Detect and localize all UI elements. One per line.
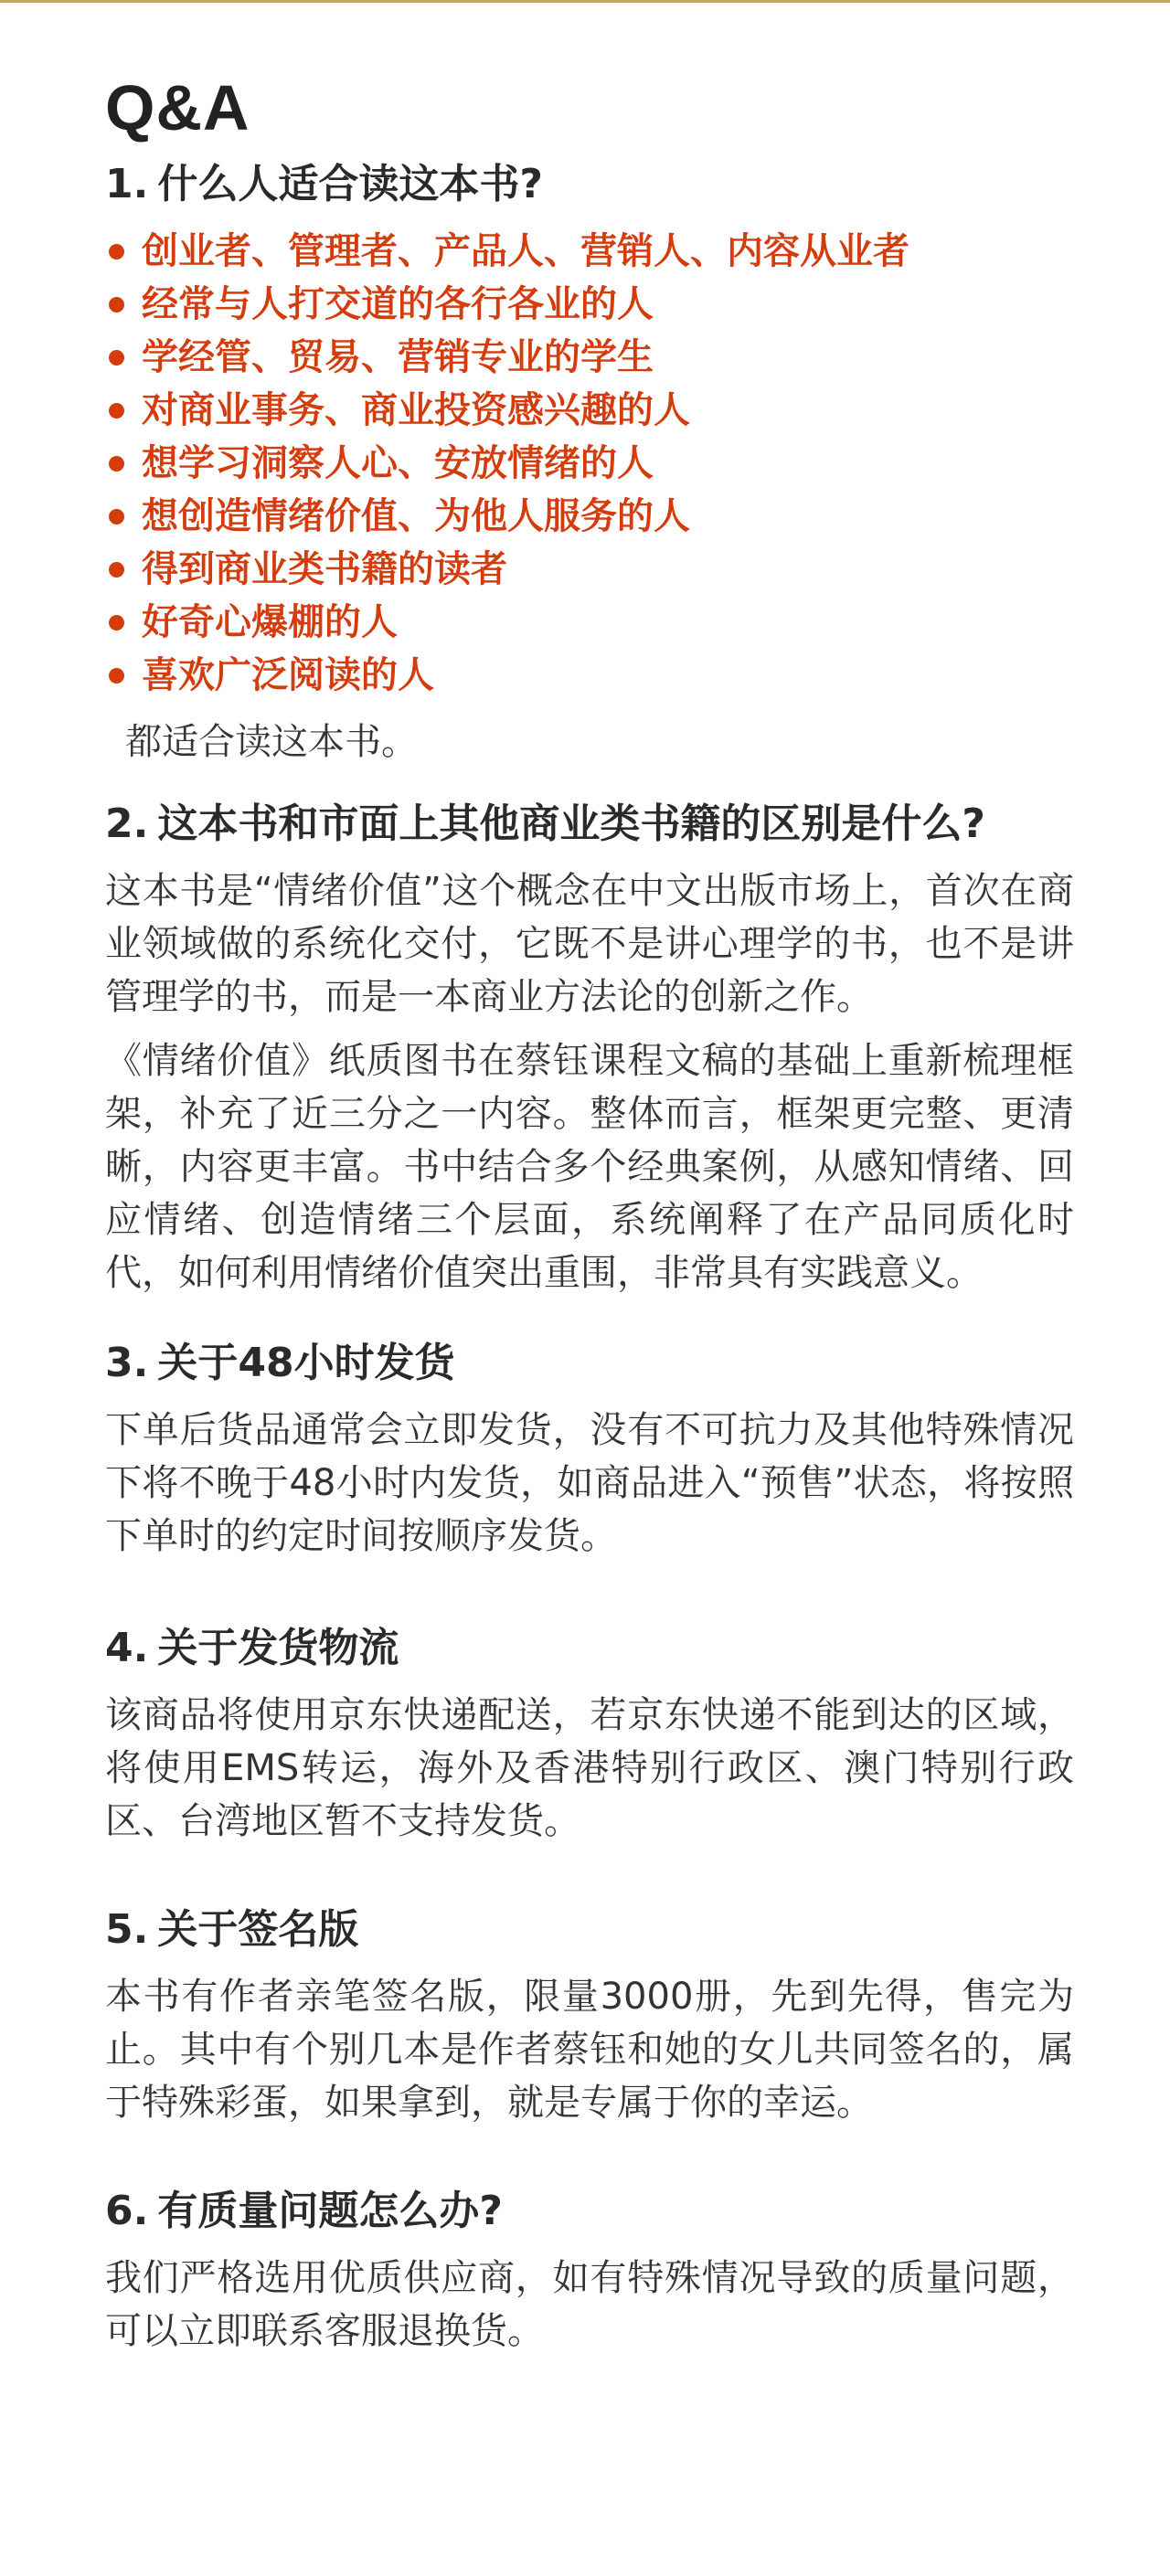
question-heading (105, 157, 1074, 212)
question-heading (105, 2184, 1074, 2239)
answer-paragraph: 下单后货品通常会立即发货，没有不可抗力及其他特殊情况下将不晚于48小时内发货，如商品进入“预售”状态，将按照下单时的约定时间按顺序发货。 (105, 1409, 1074, 1557)
bullet-dot-icon (109, 668, 124, 684)
answer-paragraph: 本书有作者亲笔签名版，限量3000册，先到先得，售完为止。其中有个别几本是作者蔡钰和她的女儿共同签名的，属于特殊彩蛋，如果拿到，就是专属于你的幸运。 (105, 1976, 1074, 2124)
answer-paragraph: 这本书是“情绪价值”这个概念在中文出版市场上，首次在商业领域做的系统化交付，它既不是讲心理学的书，也不是讲管理学的书，而是一本商业方法论的创新之作。 (105, 870, 1074, 1018)
list-item: 创业者、管理者、产品人、营销人、内容从业者 (105, 225, 1074, 278)
question-text: 关于签名版 (157, 1906, 359, 1953)
qa-section-1 (105, 157, 1074, 769)
qa-section-2 (105, 797, 1074, 1299)
question-text: 有质量问题怎么办? (157, 2188, 503, 2234)
qa-section-6 (105, 2184, 1074, 2358)
question-text: 什么人适合读这本书? (157, 161, 543, 207)
question-number: 6. (105, 2188, 149, 2234)
bullet-dot-icon (109, 297, 124, 313)
question-number: 5. (105, 1906, 149, 1953)
answer-paragraph: 《情绪价值》纸质图书在蔡钰课程文稿的基础上重新梳理框架，补充了近三分之一内容。整体而言，框架更完整、更清晰，内容更丰富。书中结合多个经典案例，从感知情绪、回应情绪、创造情绪三个层面，系统阐释了在产品同质化时代，如何利用情绪价值突出重围，非常具有实践意义。 (105, 1040, 1074, 1294)
answer-paragraph: 该商品将使用京东快递配送，若京东快递不能到达的区域，将使用EMS转运，海外及香港特别行政区、澳门特别行政区、台湾地区暂不支持发货。 (105, 1694, 1074, 1842)
bullet-dot-icon (109, 615, 124, 631)
page-title: Q&A (105, 72, 250, 143)
question-text: 这本书和市面上其他商业类书籍的区别是什么? (157, 800, 985, 847)
question-number: 4. (105, 1625, 149, 1671)
question-heading (105, 1903, 1074, 1957)
question-heading (105, 1621, 1074, 1676)
qa-section-3 (105, 1336, 1074, 1563)
list-item: 喜欢广泛阅读的人 (105, 649, 1074, 702)
bullet-dot-icon (109, 509, 124, 525)
list-item: 经常与人打交道的各行各业的人 (105, 278, 1074, 331)
bullet-dot-icon (109, 244, 124, 260)
question-number: 3. (105, 1340, 149, 1386)
audience-summary: 都适合读这本书。 (125, 721, 418, 763)
question-number: 1. (105, 161, 149, 207)
list-item: 对商业事务、商业投资感兴趣的人 (105, 384, 1074, 437)
list-item: 想学习洞察人心、安放情绪的人 (105, 437, 1074, 490)
bullet-dot-icon (109, 350, 124, 366)
bullet-dot-icon (109, 562, 124, 578)
answer-paragraph: 我们严格选用优质供应商，如有特殊情况导致的质量问题，可以立即联系客服退换货。 (105, 2257, 1074, 2352)
list-item: 想创造情绪价值、为他人服务的人 (105, 490, 1074, 543)
qa-section-5 (105, 1903, 1074, 2129)
bullet-dot-icon (109, 456, 124, 472)
bullet-dot-icon (109, 403, 124, 419)
qa-section-4 (105, 1621, 1074, 1848)
list-item: 学经管、贸易、营销专业的学生 (105, 331, 1074, 384)
question-text: 关于48小时发货 (157, 1340, 455, 1386)
question-heading (105, 797, 1074, 852)
question-text: 关于发货物流 (157, 1625, 399, 1671)
list-item: 好奇心爆棚的人 (105, 596, 1074, 649)
top-divider (0, 0, 1170, 3)
audience-list (105, 225, 1074, 702)
qa-page (105, 64, 1074, 2369)
question-heading (105, 1336, 1074, 1391)
list-item: 得到商业类书籍的读者 (105, 543, 1074, 596)
question-number: 2. (105, 800, 149, 847)
